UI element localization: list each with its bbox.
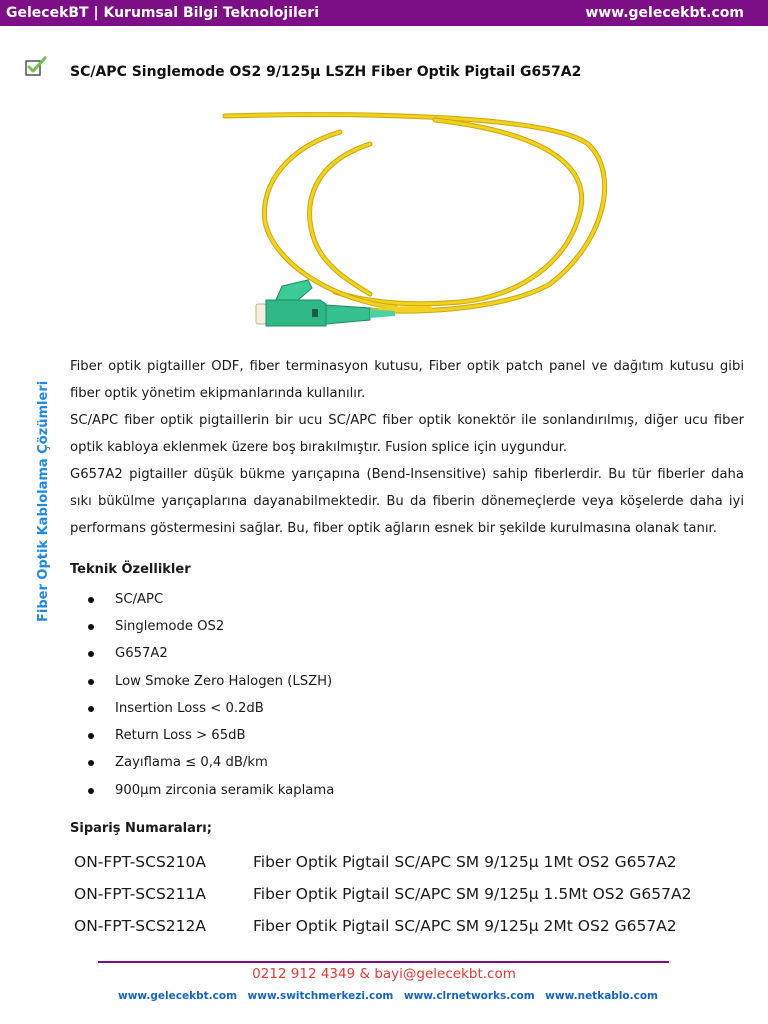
spec-item: Low Smoke Zero Halogen (LSZH) — [88, 668, 334, 695]
bullet-icon — [88, 624, 94, 630]
order-code: ON-FPT-SCS211A — [74, 885, 206, 903]
spec-item: Return Loss > 65dB — [88, 722, 334, 749]
order-code: ON-FPT-SCS212A — [74, 917, 206, 935]
company-name: GelecekBT | Kurumsal Bilgi Teknolojileri — [6, 5, 320, 21]
side-category-label: Fiber Optik Kablolama Çözümleri — [36, 380, 51, 622]
fiber-pigtail-image — [220, 102, 620, 342]
spec-item: SC/APC — [88, 586, 334, 613]
description-paragraph-1: Fiber optik pigtailler ODF, fiber terminasyon kutusu, Fiber optik patch panel ve dağıtım kutusu gibi fiber optik yönetim ekipmanlarında kullanılır. — [70, 359, 744, 401]
footer-link-gelecekbt[interactable]: www.gelecekbt.com — [118, 990, 238, 1002]
bullet-icon — [88, 760, 94, 766]
description-text — [70, 353, 744, 542]
order-description: Fiber Optik Pigtail SC/APC SM 9/125μ 1Mt OS2 G657A2 — [253, 853, 677, 871]
bullet-icon — [88, 706, 94, 712]
specs-heading: Teknik Özellikler — [70, 562, 191, 577]
specs-list — [88, 586, 334, 804]
footer-link-netkablo[interactable]: www.netkablo.com — [545, 990, 658, 1002]
description-paragraph-2: SC/APC fiber optik pigtaillerin bir ucu SC/APC fiber optik konektör ile sonlandırılmış, diğer ucu fiber optik kabloya eklenmek üzere boş bırakılmıştır. Fusion splice için uygundur. — [70, 413, 744, 455]
footer-contact: 0212 912 4349 & bayi@gelecekbt.com — [252, 966, 516, 982]
page-title: SC/APC Singlemode OS2 9/125μ LSZH Fiber Optik Pigtail G657A2 — [70, 64, 582, 80]
spec-item: Zayıflama ≤ 0,4 dB/km — [88, 750, 334, 777]
checkbox-checked-icon — [25, 56, 47, 76]
order-numbers-heading: Sipariş Numaraları; — [70, 821, 212, 836]
order-row — [74, 846, 691, 878]
bullet-icon — [88, 679, 94, 685]
spec-item: Singlemode OS2 — [88, 613, 334, 640]
footer-link-switchmerkezi[interactable]: www.switchmerkezi.com — [247, 990, 394, 1002]
spec-item: Insertion Loss < 0.2dB — [88, 695, 334, 722]
bullet-icon — [88, 651, 94, 657]
order-row — [74, 910, 691, 942]
bullet-icon — [88, 788, 94, 794]
header-website-link[interactable]: www.gelecekbt.com — [585, 5, 744, 21]
spec-item: G657A2 — [88, 641, 334, 668]
order-numbers-table — [74, 846, 691, 942]
order-description: Fiber Optik Pigtail SC/APC SM 9/125μ 1.5Mt OS2 G657A2 — [253, 885, 692, 903]
bullet-icon — [88, 597, 94, 603]
bullet-icon — [88, 733, 94, 739]
footer-links — [118, 990, 658, 1002]
order-code: ON-FPT-SCS210A — [74, 853, 206, 871]
order-description: Fiber Optik Pigtail SC/APC SM 9/125μ 2Mt OS2 G657A2 — [253, 917, 677, 935]
description-paragraph-3: G657A2 pigtailler düşük bükme yarıçapına (Bend-Insensitive) sahip fiberlerdir. Bu tür fiberler daha sıkı bükülme yarıçaplarına dayanabilmektedir. Bu da fiberin dönemeçlerde veya köşelerde daha iyi performans göstermesini sağlar. Bu, fiber optik ağların esnek bir şekilde kurulmasına olanak tanır. — [70, 467, 744, 536]
header-bar — [0, 0, 768, 26]
footer-link-clrnetworks[interactable]: www.clrnetworks.com — [403, 990, 535, 1002]
footer-divider — [98, 961, 669, 963]
order-row — [74, 878, 691, 910]
spec-item: 900μm zirconia seramik kaplama — [88, 777, 334, 804]
